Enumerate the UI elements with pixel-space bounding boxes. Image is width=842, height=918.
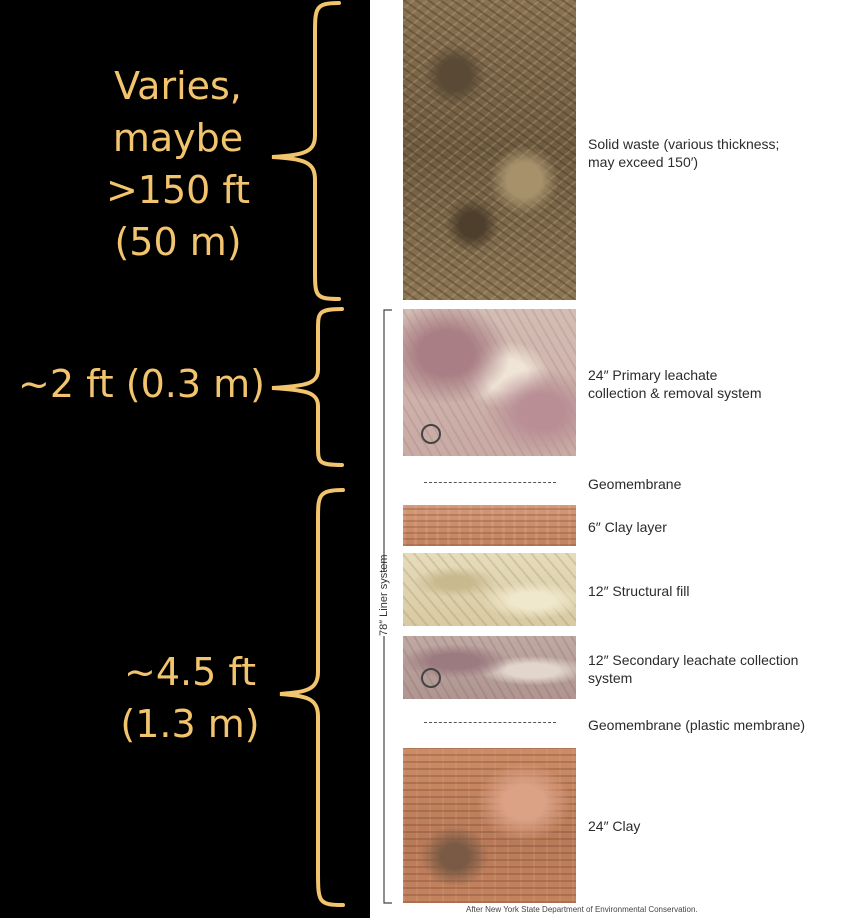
geomembrane-plastic-label: Geomembrane (plastic membrane) (588, 717, 806, 733)
waste-annotation-line-1: Varies, (114, 64, 242, 108)
structural-fill-label: 12″ Structural fill (588, 583, 690, 599)
primary-brace (272, 309, 342, 465)
primary-thickness-annotation: ~2 ft (0.3 m) (18, 362, 265, 406)
liner-annotation-line-2: (1.3 m) (120, 702, 260, 746)
waste-brace (272, 3, 339, 299)
solid-waste-label-line-2: may exceed 150′) (588, 154, 699, 170)
secondary-label-line-2: system (588, 670, 633, 686)
liner-annotation-line-1: ~4.5 ft (124, 650, 256, 694)
secondary-label-line-1: 12″ Secondary leachate collection (588, 652, 799, 668)
waste-annotation-line-3: >150 ft (105, 168, 251, 212)
waste-annotation-line-4: (50 m) (114, 220, 242, 264)
liner-system-label: 78″ Liner system (378, 554, 390, 636)
primary-label-line-2: collection & removal system (588, 385, 762, 401)
liner-brace (280, 490, 343, 905)
source-credit: After New York State Department of Environmental Conservation. (466, 905, 698, 914)
geomembrane-label: Geomembrane (588, 476, 682, 492)
primary-label-line-1: 24″ Primary leachate (588, 367, 718, 383)
waste-annotation-line-2: maybe (112, 116, 244, 160)
clay-layer-6in-label: 6″ Clay layer (588, 519, 667, 535)
clay-layer-24in-label: 24″ Clay (588, 818, 641, 834)
solid-waste-label-line-1: Solid waste (various thickness; (588, 136, 780, 152)
